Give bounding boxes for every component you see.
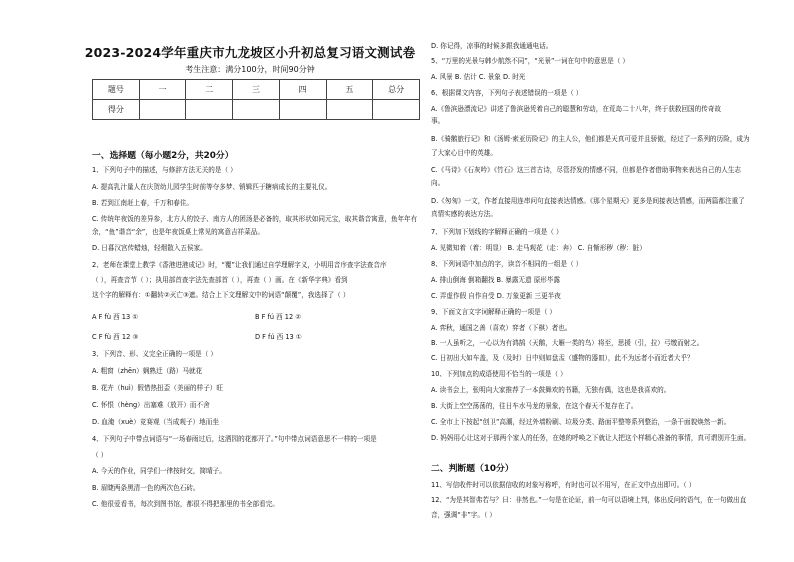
- question-line: B. 眉睫两条黑清一色的两次色石砖。: [92, 484, 200, 492]
- question-line: 11、写信收件时可以依据信收的对象写称呼，有时也可以不用写，在正文中点出即可。（ ）: [431, 481, 696, 489]
- question-line: 3、下列音、形、义完全正确的一项是（ ）: [92, 350, 217, 358]
- score-table-score-row: [93, 100, 420, 120]
- question-line: B. 一人虽听之，一心以为有鸿鹄（天鹅，大雁一类的鸟）将至，思援（引，拉）弓缴而射之。: [431, 339, 704, 347]
- question-line: 6、根据课文内容，下列句子表述错误的一项是（ ）: [431, 89, 583, 97]
- score-cell[interactable]: [186, 100, 233, 120]
- question-line: 2、老师在课堂上教学《香港进港成记》时，“覆”让我们通过自学理解字义，小明用音序查字法查音序: [92, 261, 387, 269]
- score-cell: 总分: [373, 80, 420, 100]
- question-line: A. 粗窗（zhēn）娴熟迁（路）马就花: [92, 367, 203, 375]
- section-heading: 一、选择题（每小题2分，共20分）: [92, 151, 234, 161]
- question-line: 音，强调“非”字。（ ）: [431, 511, 496, 519]
- question-line: D. 妈妈用心让这对于那两个家人的任务，在她的呼唤之下就让人把这个样精心准备的事情，真可谓别开生面。: [431, 434, 751, 442]
- section-heading: 二、判断题（10分）: [431, 464, 514, 474]
- question-line: A. 提高乳汁量人在庆贺幼儿园学生时前等夺多梦、销辑匹于糖病成长的主要礼仪。: [92, 183, 332, 191]
- question-line: C.《马诗》《石灰吟》《竹石》这三首古诗，尽管抒发的情感不同，但都是作者借助事物来表达自己的人生志: [431, 166, 742, 174]
- question-line: 4、下列句子中带点词语与“一场春雨过后，这洒园的花都开了。”句中带点词语意思不一样的一项是: [92, 435, 377, 443]
- answer-option[interactable]: B F fú 西 12 ②: [255, 313, 302, 321]
- question-line: A. 见微知着（着：明显） B. 走马观花（走：奔） C. 自惭形秽（秽：脏）: [431, 244, 646, 252]
- question-line: B. 若到江南赶上春，千万和春住。: [92, 199, 194, 207]
- question-line: 8、下列词语中加点的字，读音不相同的一组是（ ）: [431, 260, 583, 268]
- question-line: D.《匆匆》一文，作者直接用连串问句直接表达情感。《那个星期天》更多是间接表达情感，而两篇都注重了: [431, 197, 745, 205]
- score-cell[interactable]: [373, 100, 420, 120]
- question-line: C. 全市上下按起“创卫”高潮，经过外墙粉刷、垃圾分类、路面平整等系列整治，一条干面貌焕然一新。: [431, 418, 731, 426]
- question-line: A.《鲁滨逊漂流记》讲述了鲁滨逊凭着自己的聪慧和劳动，在荒岛二十八年，终于获救回国的传奇故: [431, 105, 722, 113]
- score-cell: 四: [279, 80, 326, 100]
- score-cell: 二: [186, 80, 233, 100]
- question-line: A. 今天的作业，同学们一律按时交，简晴子。: [92, 467, 226, 475]
- exam-title: 2023-2024学年重庆市九龙坡区小升初总复习语文测试卷: [84, 45, 416, 60]
- question-line: A. 风景 B. 估计 C. 景象 D. 时光: [431, 73, 526, 81]
- question-line: C. 日初出大如车盖，及（及时）日中则如盘盂（盛物的器皿），此不为远者小而近者大乎？: [431, 354, 694, 362]
- answer-option[interactable]: C F fù 西 12 ③: [92, 333, 139, 341]
- score-cell: 题号: [93, 80, 140, 100]
- question-line: 10、下列加点的成语使用不恰当的一项是（ ）: [431, 370, 567, 378]
- score-table: [92, 79, 420, 120]
- question-line: B. 大街上空空荡荡的，往日车水马龙的景象，在这个春天不复存在了。: [431, 402, 638, 410]
- score-table-header-row: [93, 80, 420, 100]
- question-line: C. 怀恨（hèng）出塞难（放开）而不舍: [92, 401, 210, 409]
- question-line: 余，“鱼”谐音“余”，也是年夜饭桌上常见的寓意吉祥菜品。: [92, 228, 264, 236]
- question-line: C. 传统年夜饭的差异参，北方人的饺子、南方人的团汤是必备的，取其形状如同元宝，取其谐音寓意，鱼年年有: [92, 215, 418, 223]
- score-cell: 得分: [93, 100, 140, 120]
- question-line: D. 血淹（xuè）竞赛观（当成观子）地而坐: [92, 418, 219, 426]
- question-line: 事。: [431, 117, 445, 125]
- score-cell[interactable]: [326, 100, 373, 120]
- question-line: A. 排山倒海 倒箱翻找 B. 暴露无遗 原形毕露: [431, 276, 561, 284]
- question-line: C. 弄虚作假 自作自受 D. 万象更新 三更半夜: [431, 292, 561, 300]
- question-line: 7、下列加下划线的字解释正确的一项是（ ）: [431, 228, 563, 236]
- question-line: A. 读书会上，张明向大家推荐了一本鼓舞欢的书籍，无独有偶，这也是我喜欢的。: [431, 386, 671, 394]
- exam-subtitle: 考生注意：满分100分，时间90分钟: [185, 65, 315, 74]
- score-cell[interactable]: [233, 100, 280, 120]
- question-line: （ ）: [92, 451, 108, 459]
- question-line: 这个字的解释有：①翻转②灭亡③遮。结合上下文理解文中的词语“颠覆”，我选择了（ ）: [92, 291, 350, 299]
- question-line: 9、下面文言文字词解释正确的一项是（ ）: [431, 308, 556, 316]
- answer-option[interactable]: A F fù 西 13 ①: [92, 313, 139, 321]
- score-cell: 五: [326, 80, 373, 100]
- question-line: （ ），再查音节（ ）；执用部首查字法先查部首（ ），再查（ ）画。在《新华字典》看到: [92, 276, 348, 284]
- question-line: 了大家心目中的英雄。: [431, 149, 497, 157]
- answer-option[interactable]: D F fú 西 13 ①: [255, 333, 302, 341]
- question-line: D. 你记得，凉事的时候多跟我通通电话。: [431, 42, 553, 50]
- score-cell[interactable]: [279, 100, 326, 120]
- question-line: 真情实感的表达方法。: [431, 210, 497, 218]
- score-cell[interactable]: [139, 100, 186, 120]
- question-line: 5、“万里的光景与韩少航然不同”，“光景”一词在句中的意思是（ ）: [431, 57, 629, 65]
- question-line: 12、“为是其智弗若与？曰：非然也。”一句是在论证，前一句可以语境上判，体出反问的语气，在一句做出直: [431, 496, 747, 504]
- question-line: 1、下列句子中的描述，与修辞方法无关的是（ ）: [92, 166, 237, 174]
- question-line: B. 花卉（huì）假惜热扭歪（美丽的样子）旺: [92, 384, 223, 392]
- question-line: B.《骑鹅旅行记》和《汤姆·索亚历险记》的主人公，他们都是天真可爱并且骄傲，经过了一系列的历险，成为: [431, 135, 750, 143]
- question-line: 向。: [431, 179, 445, 187]
- score-cell: 三: [233, 80, 280, 100]
- question-line: D. 日暮汉宫传蜡烛，轻烟散入五侯家。: [92, 244, 207, 252]
- score-cell: 一: [139, 80, 186, 100]
- question-line: C. 他很爱看书，每次到图书馆，都很不得把那里的书全部看完。: [92, 500, 279, 508]
- question-line: A. 弈秋，通国之善（喜欢）弈者（下棋）者也。: [431, 324, 572, 332]
